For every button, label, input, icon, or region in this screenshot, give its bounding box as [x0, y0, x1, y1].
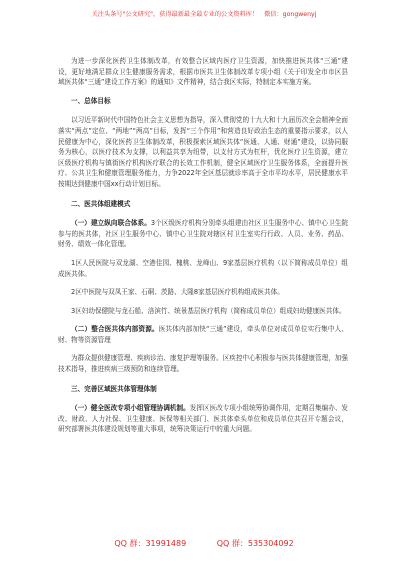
section-1-heading: 一、总体目标 — [71, 96, 111, 105]
section-2-text-5: 医共体内部加快“三通”建设，牵头单位对成员单位实行集中人、财、物等资源管理 — [58, 325, 348, 344]
banner-wechat: 微信：gongwenyj — [264, 11, 317, 18]
section-2-paragraph-4: 3区妇幼保健院与龙石船、洛滨竹、统景基层医疗机构（简称成员单位）组成妇幼健康医共体。 — [71, 306, 346, 315]
section-3-paragraph-1 — [58, 403, 348, 435]
banner-text: 关注头条号"公文研究"，获得最新最全最专业的公文资料库！ — [91, 11, 259, 18]
footer-qq-group-2: QQ 群：535304092 — [216, 539, 294, 548]
section-2-paragraph-2: 1区人民医院与双龙湖、空港佳园、槐桃、龙峰山、9家基层医疗机构（以下简称成员单位）组成医共体。 — [58, 258, 348, 278]
document-body — [58, 56, 348, 436]
section-2-paragraph-5 — [58, 324, 348, 345]
section-2-subheading-1: （一）建立纵向联合体系。 — [71, 219, 151, 228]
intro-paragraph: 为进一步深化医药卫生体制改革，有效整合区域内医疗卫生资源，加快推进医共体“三通”建设，更好地满足群众卫生健康服务需求，根据市医共卫生体制改革专项小组《关于印发全市市区县域医共体“三通”建设工作方案》的通知》文件精神，结合我区实际，特制定本实施方案。 — [58, 57, 348, 87]
section-1-paragraph: 以习近平新时代中国特色社会主义思想为指导，深入贯彻党的十九大和十九届历次全会精神全面落实“两点”定位、“两地”“两高”目标，发挥“三个作用”和营造良好政治生态的重要指示要求，以人民健康为中心，深化医药卫生体制改革，积极探索区域医共体“医通、人通、财通”建设，以协同服务为核心，以医疗技术为支撑，以利益共享为纽带，以支付方式为杠杆，优化医疗卫生资源，建立区级医疗机构与镇街医疗机构医疗联合的长效工作机制，健全区域医疗卫生服务体系，全面提升医疗、公共卫生和健康管理服务能力，力争2022年全区基层就诊率高于全市平均水平，居民健康水平按期达到健康中国xx行动计划目标。 — [58, 116, 348, 188]
section-3-text-1: 发挥区医改专项小组统筹协调作用，定期召集编办、发改、财政、人力社保、卫生健康、医保等相关部门、医共体牵头单位和成员单位共召开专题会议，研究部署医共体建设规划等重大事项，统筹决策运行中的重大问题。 — [58, 404, 349, 434]
top-banner — [0, 8, 408, 22]
footer — [0, 538, 408, 549]
section-2-subheading-2: （二）整合医共体内部资源。 — [71, 325, 159, 334]
footer-qq-group-1: QQ 群：31991489 — [114, 539, 187, 548]
section-3-heading: 三、完善区域医共体管理体制 — [71, 384, 157, 393]
section-2-paragraph-3: 2区中医院与双凤王家、石硐、茨路、大隆8家基层医疗机构组成医共体。 — [71, 288, 284, 297]
section-2-heading: 二、医共体组建模式 — [71, 199, 131, 208]
section-2-paragraph-1 — [58, 218, 348, 250]
section-3-subheading-1: （一）健全医改专项小组管理协调机制。 — [71, 404, 190, 413]
section-2-text-1: 3个区级医疗机构分别牵头组建由社区卫生服务中心、镇中心卫生院参与的医共体，社区卫生服务中心、镇中心卫生院对辖区村卫生室实行行政、人员、业务、药品、财务、绩效一体化管理。 — [58, 219, 348, 249]
section-2-paragraph-6: 为群众提供健康管理、疾病诊治、康复护理等服务。区疾控中心积极参与医共体健康管理，加强技术指导，推进疾病三级预防和连续管理。 — [58, 354, 348, 374]
